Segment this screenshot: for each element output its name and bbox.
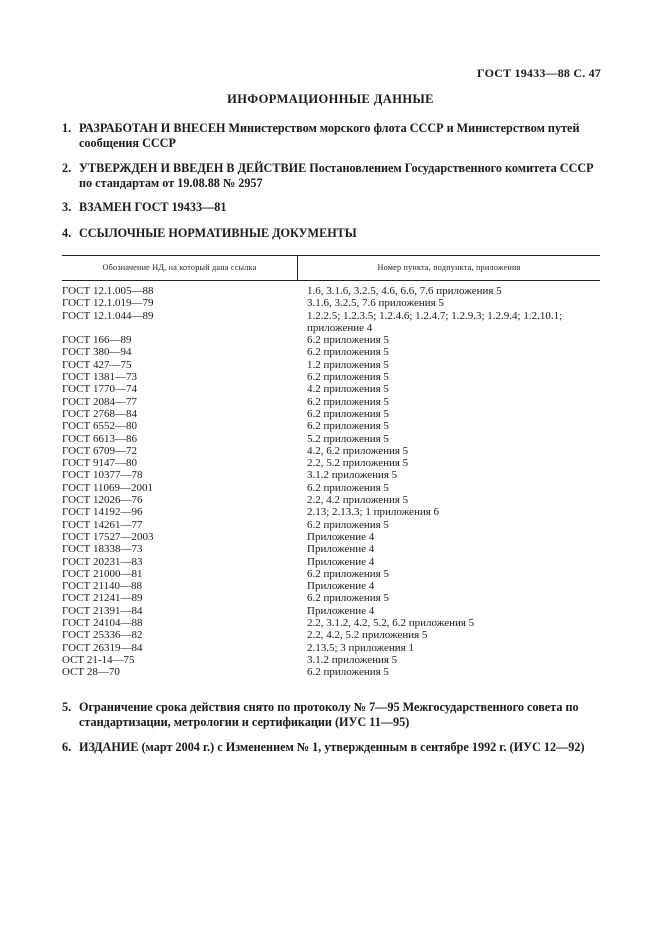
section-heading: РАЗРАБОТАН И ВНЕСЕН	[79, 121, 226, 135]
clause-reference: 2.13.5; 3 приложения 1	[307, 641, 414, 654]
section-number: 4.	[62, 226, 72, 240]
section-number: 5.	[62, 700, 72, 714]
clause-reference: 6.2 приложения 5	[307, 407, 389, 420]
clause-reference: 3.1.2 приложения 5	[307, 653, 398, 666]
table-row	[62, 556, 600, 568]
section-text: Ограничение срока действия снято по протоколу № 7—95 Межгосударственного совета по стандартизации, метрологии и сертификации (ИУС 11—95)	[79, 700, 579, 729]
document-designation: ГОСТ 21391—84	[62, 604, 143, 617]
section-heading: ССЫЛОЧНЫЕ НОРМАТИВНЫЕ ДОКУМЕНТЫ	[79, 226, 357, 240]
clause-reference: 6.2 приложения 5	[307, 592, 389, 605]
document-designation: ГОСТ 14261—77	[62, 518, 143, 531]
document-designation: ГОСТ 21140—88	[62, 580, 143, 593]
clause-reference: 4.2, 6.2 приложения 5	[307, 444, 409, 457]
clause-reference: 2.2, 5.2 приложения 5	[307, 457, 409, 470]
clause-reference: 4.2 приложения 5	[307, 383, 389, 396]
section-number: 3.	[62, 200, 72, 214]
clause-reference: Приложение 4	[307, 555, 375, 568]
clause-reference: 6.2 приложения 5	[307, 567, 389, 580]
document-designation: ГОСТ 2084—77	[62, 395, 137, 408]
document-designation: ГОСТ 18338—73	[62, 543, 143, 556]
document-designation: ГОСТ 12.1.005—88	[62, 285, 154, 297]
document-designation: ГОСТ 2768—84	[62, 407, 137, 420]
document-designation: ГОСТ 11069—2001	[62, 481, 154, 494]
reference-table	[62, 255, 600, 679]
table-row	[62, 531, 600, 543]
table-row	[62, 334, 600, 346]
clause-reference: Приложение 4	[307, 580, 375, 593]
table-row	[62, 617, 600, 629]
table-row	[62, 506, 600, 518]
table-row	[62, 445, 600, 457]
table-row	[62, 297, 600, 309]
document-designation: ГОСТ 6552—80	[62, 420, 137, 433]
clause-reference: 6.2 приложения 5	[307, 371, 389, 384]
document-designation: ГОСТ 21000—81	[62, 567, 143, 580]
document-designation: ГОСТ 6709—72	[62, 444, 137, 457]
section-text: Министерством морского флота СССР и Министерством путей сообщения СССР	[79, 121, 580, 150]
table-row	[62, 457, 600, 469]
table-row	[62, 654, 600, 666]
document-designation: ОСТ 28—70	[62, 666, 120, 679]
column-header-clause: Номер пункта, подпункта, приложения	[377, 263, 521, 272]
page-title: ИНФОРМАЦИОННЫЕ ДАННЫЕ	[227, 92, 434, 106]
document-designation: ГОСТ 24104—88	[62, 617, 143, 630]
clause-reference: Приложение 4	[307, 530, 375, 543]
document-designation: ГОСТ 12.1.019—79	[62, 297, 154, 310]
table-row	[62, 482, 600, 494]
document-designation: ОСТ 21-14—75	[62, 653, 135, 666]
table-row	[62, 359, 600, 371]
clause-reference: 1.2.2.5; 1.2.3.5; 1.2.4.6; 1.2.4.7; 1.2.9.3; 1.2.9.4; 1.2.10.1; приложение 4	[307, 309, 563, 334]
document-designation: ГОСТ 427—75	[62, 358, 132, 371]
section-heading: УТВЕРЖДЕН И ВВЕДЕН В ДЕЙСТВИЕ	[79, 161, 307, 175]
table-row	[62, 605, 600, 617]
table-row	[62, 310, 600, 335]
document-designation: ГОСТ 21241—89	[62, 592, 143, 605]
clause-reference: 6.2 приложения 5	[307, 518, 389, 531]
clause-reference: 1.2 приложения 5	[307, 358, 389, 371]
table-row	[62, 346, 600, 358]
document-designation: ГОСТ 9147—80	[62, 457, 137, 470]
page-header: ГОСТ 19433—88 С. 47	[477, 66, 601, 80]
clause-reference: 2.13; 2.13.3; 1 приложения 6	[307, 506, 440, 519]
document-designation: ГОСТ 10377—78	[62, 469, 143, 482]
table-row	[62, 580, 600, 592]
document-designation: ГОСТ 25336—82	[62, 629, 143, 642]
table-row	[62, 371, 600, 383]
clause-reference: 6.2 приложения 5	[307, 346, 389, 359]
document-designation: ГОСТ 12026—76	[62, 494, 143, 507]
table-row	[62, 420, 600, 432]
clause-reference: 6.2 приложения 5	[307, 395, 389, 408]
clause-reference: 6.2 приложения 5	[307, 481, 389, 494]
table-row	[62, 285, 600, 297]
table-row	[62, 568, 600, 580]
document-designation: ГОСТ 12.1.044—89	[62, 309, 154, 322]
section-heading: ВЗАМЕН ГОСТ 19433—81	[79, 200, 227, 214]
document-designation: ГОСТ 26319—84	[62, 641, 143, 654]
column-header-document: Обозначение НД, на который дана ссылка	[102, 263, 257, 272]
section-5	[62, 700, 602, 730]
table-row	[62, 408, 600, 420]
table-row	[62, 642, 600, 654]
section-heading: ИЗДАНИЕ	[79, 740, 139, 754]
section-text: Постановлением Государственного комитета СССР по стандартам от 19.08.88 № 2957	[79, 161, 594, 190]
table-row	[62, 383, 600, 395]
clause-reference: 2.2, 4.2, 5.2 приложения 5	[307, 629, 428, 642]
table-body	[62, 285, 600, 679]
document-designation: ГОСТ 1381—73	[62, 371, 137, 384]
table-row	[62, 592, 600, 604]
table-row	[62, 519, 600, 531]
table-row	[62, 469, 600, 481]
clause-reference: 3.1.2 приложения 5	[307, 469, 398, 482]
clause-reference: 6.2 приложения 5	[307, 334, 389, 347]
section-number: 1.	[62, 121, 72, 135]
document-designation: ГОСТ 17527—2003	[62, 530, 154, 543]
document-designation: ГОСТ 14192—96	[62, 506, 143, 519]
table-header	[62, 255, 600, 281]
table-row	[62, 666, 600, 678]
document-designation: ГОСТ 20231—83	[62, 555, 143, 568]
clause-reference: Приложение 4	[307, 543, 375, 556]
section-3	[62, 200, 602, 215]
section-4	[62, 226, 602, 241]
clause-reference: 5.2 приложения 5	[307, 432, 389, 445]
section-6	[62, 740, 602, 755]
table-row	[62, 433, 600, 445]
section-number: 6.	[62, 740, 72, 754]
clause-reference: Приложение 4	[307, 604, 375, 617]
section-1	[62, 121, 602, 151]
clause-reference: 6.2 приложения 5	[307, 666, 389, 679]
clause-reference: 2.2, 4.2 приложения 5	[307, 494, 409, 507]
document-designation: ГОСТ 1770—74	[62, 383, 137, 396]
table-row	[62, 494, 600, 506]
clause-reference: 3.1.6, 3.2.5, 7.6 приложения 5	[307, 297, 444, 310]
clause-reference: 2.2, 3.1.2, 4.2, 5.2, 6.2 приложения 5	[307, 617, 475, 630]
table-row	[62, 396, 600, 408]
table-row	[62, 543, 600, 555]
section-number: 2.	[62, 161, 72, 175]
document-designation: ГОСТ 380—94	[62, 346, 132, 359]
document-designation: ГОСТ 6613—86	[62, 432, 137, 445]
document-designation: ГОСТ 166—89	[62, 334, 132, 347]
clause-reference: 6.2 приложения 5	[307, 420, 389, 433]
table-row	[62, 629, 600, 641]
clause-reference: 1.6, 3.1.6, 3.2.5, 4.6, 6.6, 7.6 приложения 5	[307, 285, 502, 297]
section-text: (март 2004 г.) с Изменением № 1, утвержденным в сентябре 1992 г. (ИУС 12—92)	[138, 740, 585, 754]
section-2	[62, 161, 602, 191]
